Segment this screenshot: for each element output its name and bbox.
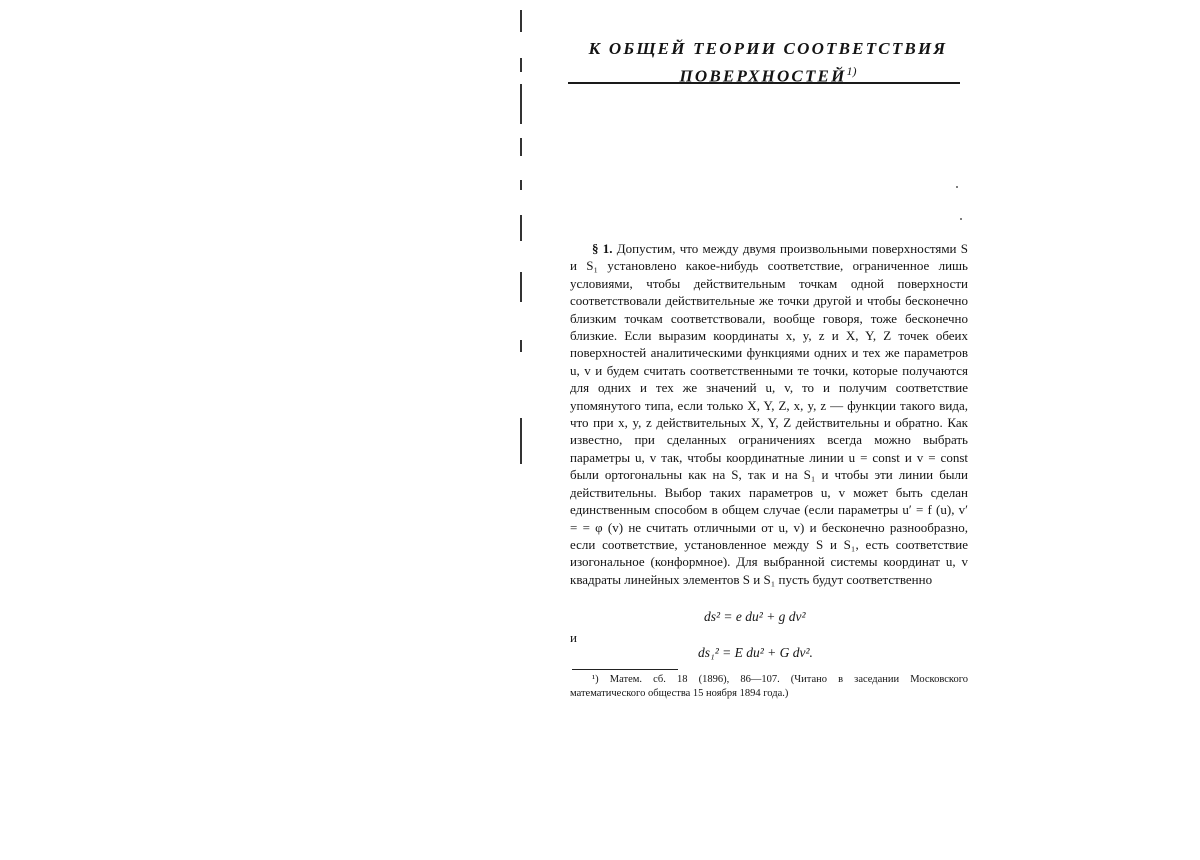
article-title (572, 38, 964, 88)
main-text (570, 240, 968, 588)
section-1-paragraph (570, 240, 968, 588)
scan-speck (956, 186, 958, 188)
footnote-paragraph (570, 673, 968, 701)
title-line-2-text: ПОВЕРХНОСТЕЙ (679, 66, 847, 86)
paragraph-text: Допустим, что между двумя произвольными поверхностями S и S₁ установлено какое-нибудь соответствие, ограниченное лишь условиями, чтобы действительным точкам одной поверхности соответствовали действительные же точки другой и чтобы бесконечно близким точкам соответствовали, вообще говоря, тоже бесконечно близкие. Если выразим координаты x, y, z и X, Y, Z точек обеих поверхностей аналитическими функциями одних и тех же параметров u, v и будем считать соответственными те точки, которые получаются для одних и тех же значений u, v, то и получим соответствие упомянутого типа, если только X, Y, Z, x, y, z — функции такого вида, что при x, y, z действительных X, Y, Z действительны и обратно. Как известно, при сделанных ограничениях всегда можно выбрать параметры u, v так, чтобы координатные линии u = const и v = const были ортогональны как на S, так и на S₁ и чтобы эти линии были действительны. Выбор таких параметров u, v может быть сделан единственным способом в общем случае (если параметры u′ = f (u), v′ = = φ (v) не считать отличными от u, v) и бесконечно разнообразно, если соответствие, установленное между S и S₁, есть соответствие изогональное (конформное). Для выбранной системы координат u, v квадраты линейных элементов S и S₁ пусть будут соответственно (570, 241, 969, 587)
formula-line-element-s: ds² = e du² + g dv² (704, 609, 806, 624)
title-footnote-ref: 1) (846, 64, 857, 78)
scan-speck (960, 218, 962, 220)
title-line-1: К ОБЩЕЙ ТЕОРИИ СООТВЕТСТВИЯ (588, 39, 948, 58)
scan-edge-artifact (518, 10, 524, 490)
footnote-marker: ¹) (592, 674, 599, 685)
formula-line-element-s1: ds₁² = E du² + G dv². (698, 645, 813, 660)
title-rule (568, 82, 960, 84)
conjunction-text: и (570, 630, 577, 645)
footnote-text: Матем. сб. 18 (1896), 86—107. (Читано в заседании Московского математического общества 15 ноября 1894 года.) (570, 674, 968, 699)
footnote-rule (572, 669, 678, 670)
section-marker: § 1. (592, 241, 613, 256)
footnote (570, 673, 968, 701)
